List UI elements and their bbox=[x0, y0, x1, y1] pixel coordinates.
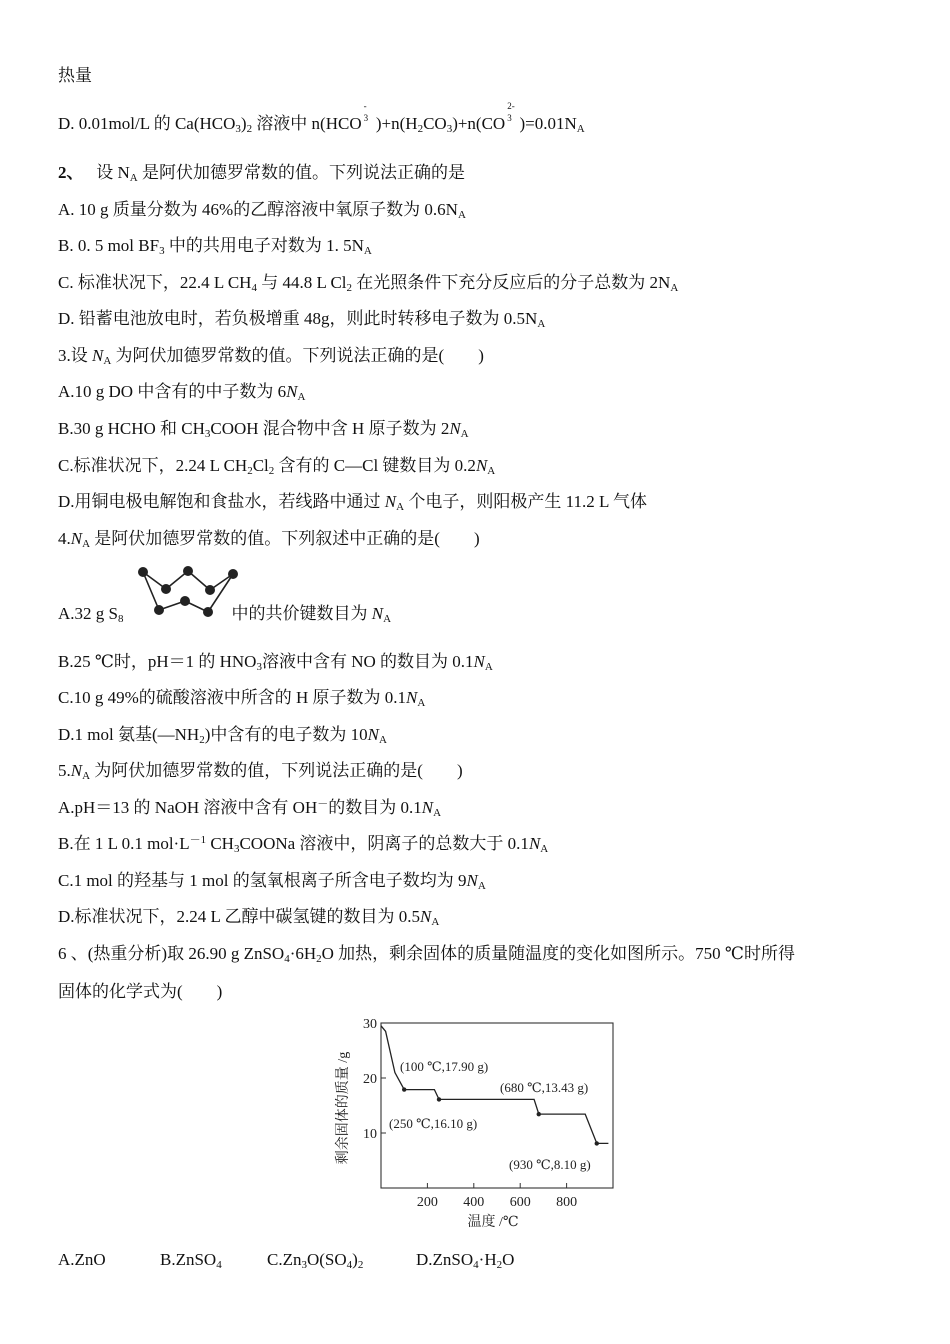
q4-option-a: A.32 g $S_8$ 中的共价键数目为 $N_A$ bbox=[58, 604, 392, 625]
hco3-charge: - 3 bbox=[363, 101, 369, 123]
annotation-930: (930 ℃,8.10 g) bbox=[509, 1157, 591, 1172]
q1-option-d: D. 0.01mol/L 的 $Ca(HCO_3)_2$ 溶液中 n(HCO - 3 )$+n(H_2CO_3)+n(CO$ 2- 3 )$=0.01N_A$ bbox=[58, 101, 585, 135]
q4-stem: $4.N_A$ 是阿伏加德罗常数的值。下列叙述中正确的是( ) bbox=[58, 529, 480, 550]
q3-stem: 3.设 $N_A$ 为阿伏加德罗常数的值。下列说法正确的是( ) bbox=[58, 346, 484, 367]
annotation-680: (680 ℃,13.43 g) bbox=[500, 1080, 589, 1095]
thermogravimetric-chart bbox=[325, 1010, 625, 1235]
data-point-marker bbox=[402, 1087, 406, 1091]
q6-answer-b: B.ZnSO$_4$ bbox=[160, 1250, 222, 1271]
s-atom bbox=[228, 569, 238, 579]
q3-option-a: A.10 g DO 中含有的中子数为 $6N_A$ bbox=[58, 382, 306, 403]
q5-option-d: D.标准状况下，2.24 L 乙醇中碳氢键的数目为 $0.5N_A$ bbox=[58, 907, 440, 928]
q2-option-a: A. 10 g 质量分数为 46%的乙醇溶液中氧原子数为 $0.6N_A$ bbox=[58, 200, 466, 221]
q2-option-d: D. 铅蓄电池放电时，若负极增重 48g，则此时转移电子数为 $0.5N_A$ bbox=[58, 309, 546, 330]
q6-stem: 6 、(热重分析)取 26.90 g $ZnSO_4\cdot 6H_2O$ 加热，剩余固体的质量随温度的变化如图所示。750 ℃时所得 bbox=[58, 944, 795, 965]
x-tick-label: 800 bbox=[556, 1195, 578, 1210]
x-axis-label: 温度 /℃ bbox=[467, 1215, 519, 1230]
q2-option-b: B. 0. 5 mol $BF_3$ 中的共用电子对数为 1. $5N_A$ bbox=[58, 236, 372, 257]
x-tick-label: 600 bbox=[509, 1195, 531, 1210]
q3-option-d: D.用铜电极电解饱和食盐水，若线路中通过 $N_A$ 个电子，则阳极产生 11.2 L 气体 bbox=[58, 492, 647, 513]
q2-stem: 2、 设 $N_A$ 是阿伏加德罗常数的值。下列说法正确的是 bbox=[58, 163, 465, 184]
q6-stem-line2: 固体的化学式为( ) bbox=[58, 982, 223, 1001]
data-point-marker bbox=[437, 1097, 441, 1101]
q6-answer-d: $D.ZnSO_4\cdot H_2O$ bbox=[416, 1250, 515, 1271]
q2-option-c: C. 标准状况下，22.4 L $CH_4$ 与 44.8 L $Cl_2$ 在光照条件下充分反应后的分子总数为 $2N_A$ bbox=[58, 273, 679, 294]
s-atom bbox=[183, 566, 193, 576]
y-tick-label: 30 bbox=[363, 1017, 377, 1032]
text-line-heat: 热量 bbox=[58, 66, 92, 85]
s-atom bbox=[203, 607, 213, 617]
data-point-marker bbox=[537, 1112, 541, 1116]
annotation-100: (100 ℃,17.90 g) bbox=[400, 1059, 489, 1074]
y-tick-label: 20 bbox=[363, 1072, 377, 1087]
co3-charge: 2- 3 bbox=[507, 101, 515, 123]
q4-option-b: B.25 ℃时，pH＝1 的 $HNO_3$溶液中含有 NO 的数目为 $0.1N_A$ bbox=[58, 652, 493, 673]
data-point-marker bbox=[595, 1141, 599, 1145]
q5-stem: $5.N_A$ 为阿伏加德罗常数的值，下列说法正确的是( ) bbox=[58, 761, 463, 782]
q4-option-d: D.1 mol 氨基$(—NH_2)$中含有的电子数为 $10N_A$ bbox=[58, 725, 387, 746]
y-axis-label: 剩余固体的质量 /g bbox=[336, 1051, 351, 1165]
annotation-250: (250 ℃,16.10 g) bbox=[389, 1116, 478, 1131]
y-tick-label: 10 bbox=[363, 1127, 377, 1142]
q5-option-b: B.在 1 L 0.1 $mol\cdot L^{-1}$ $CH_3COONa$ 溶液中，阴离子的总数大于 $0.1N_A$ bbox=[58, 834, 549, 855]
s-atom bbox=[138, 567, 148, 577]
x-tick-label: 400 bbox=[463, 1195, 485, 1210]
q3-option-c: C.标准状况下，2.24 L $CH_2Cl_2$ 含有的 C—Cl 键数目为 $0.2N_A$ bbox=[58, 456, 496, 477]
s-atom bbox=[154, 605, 164, 615]
q3-option-b: B.30 g HCHO 和 $CH_3COOH$ 混合物中含 H 原子数为 $2N_A$ bbox=[58, 419, 469, 440]
x-tick-label: 200 bbox=[416, 1195, 438, 1210]
s-atom bbox=[161, 584, 171, 594]
s8-molecule-diagram bbox=[133, 563, 243, 621]
q6-answer-a: A.ZnO bbox=[58, 1250, 106, 1269]
q5-option-c: C.1 mol 的羟基与 1 mol 的氢氧根离子所含电子数均为 $9N_A$ bbox=[58, 871, 486, 892]
s-atom bbox=[180, 596, 190, 606]
s-atom bbox=[205, 585, 215, 595]
q5-option-a: A.pH＝13 的 NaOH 溶液中含有 OH－的数目为 $0.1N_A$ bbox=[58, 798, 442, 819]
q6-answer-c: $C.Zn_3O(SO_4)_2$ bbox=[267, 1250, 364, 1271]
q4-option-c: C.10 g 49%的硫酸溶液中所含的 H 原子数为 $0.1N_A$ bbox=[58, 688, 426, 709]
